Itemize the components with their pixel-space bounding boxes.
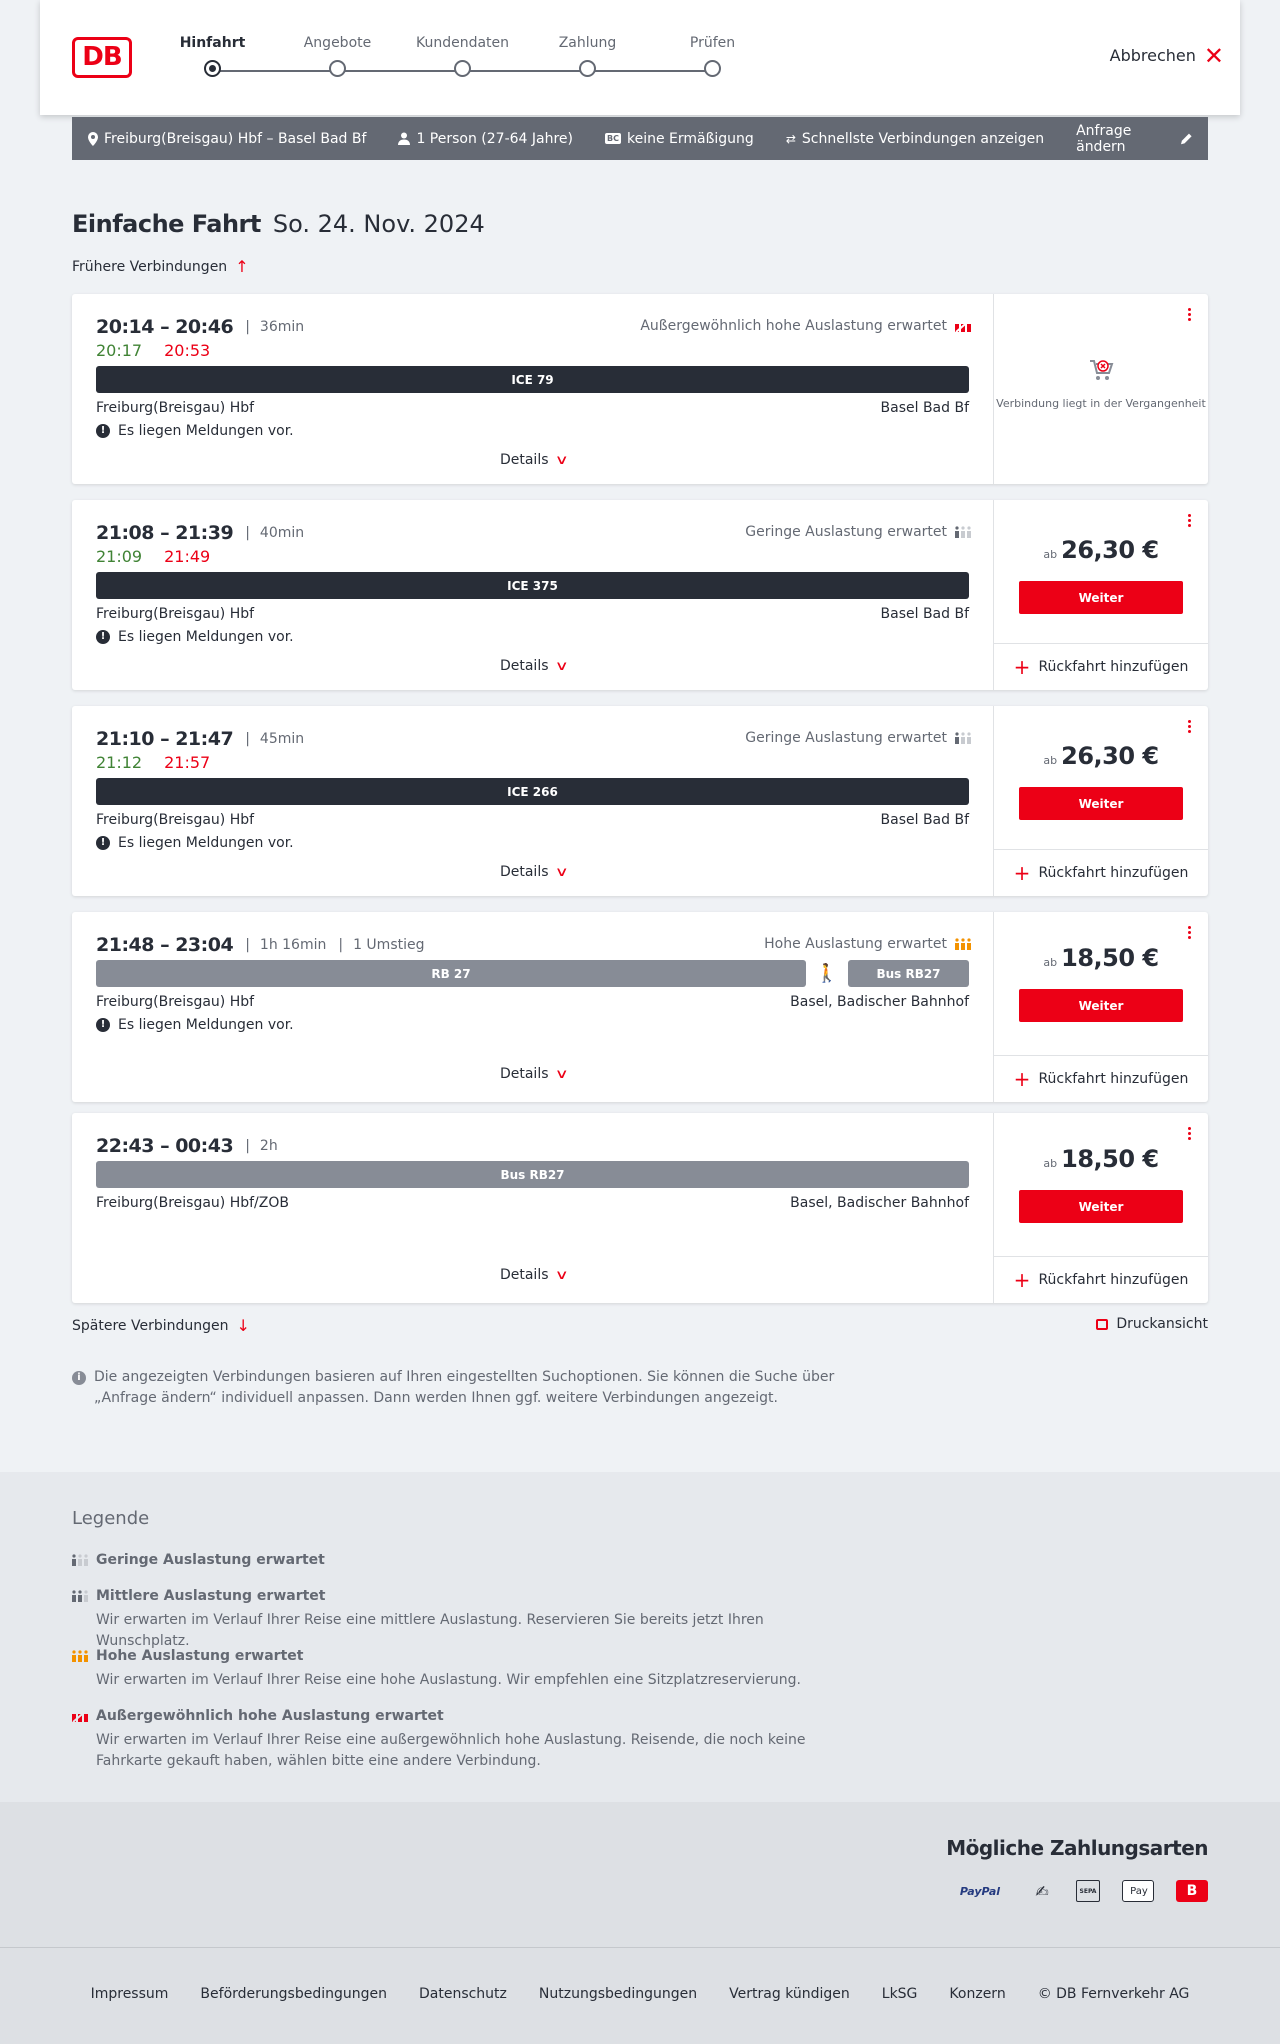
- details-label: Details: [499, 1066, 549, 1082]
- realtime-arrival: 21:49: [164, 547, 211, 566]
- occupancy-indicator: [745, 524, 971, 540]
- medium-occupancy-icon: [72, 1590, 88, 1602]
- occupancy-indicator: [745, 730, 971, 746]
- realtime-departure: 20:17: [96, 341, 143, 360]
- trip-type: Einfache Fahrt: [72, 210, 261, 238]
- location-pin-icon: [88, 132, 98, 146]
- stations: [96, 400, 969, 416]
- price: [994, 742, 1208, 770]
- connection-times: [96, 1135, 290, 1157]
- time-range: 22:43 – 00:43: [96, 1135, 234, 1157]
- fastest-text: Schnellste Verbindungen anzeigen: [801, 130, 1045, 147]
- arrow-up-icon: ↑: [235, 257, 249, 276]
- origin-station: Freiburg(Breisgau) Hbf: [96, 606, 255, 622]
- messages-notice: [96, 423, 294, 439]
- connection-times: [96, 522, 316, 544]
- add-return-label: Rückfahrt hinzufügen: [1038, 865, 1189, 881]
- discount-summary: [605, 131, 754, 147]
- price-panel: [994, 294, 1208, 484]
- price-prefix: ab: [1043, 1157, 1058, 1170]
- stations: [96, 994, 969, 1010]
- stations: [96, 1195, 969, 1211]
- duration: 40min: [259, 525, 305, 541]
- print-view-link[interactable]: [1096, 1316, 1208, 1332]
- train-segment[interactable]: ICE 375: [96, 572, 969, 599]
- step-label: Prüfen: [689, 35, 736, 51]
- journey-segments: [96, 572, 969, 599]
- step-zahlung: [525, 32, 650, 77]
- separator: |: [245, 525, 250, 541]
- continue-button[interactable]: Weiter: [1019, 787, 1183, 820]
- duration: 36min: [259, 319, 305, 335]
- page-title: [72, 210, 485, 238]
- time-range: 21:48 – 23:04: [96, 934, 234, 956]
- passenger-text: 1 Person (27-64 Jahre): [416, 130, 573, 147]
- price-prefix: ab: [1043, 754, 1058, 767]
- route-text: Freiburg(Breisgau) Hbf – Basel Bad Bf: [104, 130, 367, 147]
- train-segment[interactable]: ICE 266: [96, 778, 969, 805]
- separator: |: [338, 937, 344, 953]
- price-prefix: ab: [1043, 956, 1058, 969]
- details-label: Details: [499, 658, 549, 674]
- bus-segment[interactable]: Bus RB27: [848, 960, 969, 987]
- connection-card: [72, 912, 1208, 1102]
- footer-link-impressum[interactable]: Impressum: [90, 1986, 169, 2002]
- more-options-icon[interactable]: [1186, 1127, 1192, 1142]
- connection-info: [72, 706, 994, 896]
- past-notice: [994, 356, 1208, 412]
- details-toggle[interactable]: [72, 1066, 994, 1082]
- occupancy-indicator: [764, 936, 971, 952]
- connection-info: [72, 1113, 994, 1303]
- legend-item: [72, 1648, 872, 1691]
- past-text: Verbindung liegt in der Vergangenheit: [996, 397, 1206, 410]
- origin-station: Freiburg(Breisgau) Hbf/ZOB: [96, 1195, 289, 1211]
- add-return-button[interactable]: [994, 1256, 1208, 1303]
- origin-station: Freiburg(Breisgau) Hbf: [96, 812, 255, 828]
- bahncard-icon: BC: [607, 134, 619, 143]
- stations: [96, 606, 969, 622]
- destination-station: Basel, Badischer Bahnhof: [790, 994, 969, 1010]
- chevron-down-icon: ∨: [554, 864, 569, 880]
- journey-segments: [96, 1161, 969, 1188]
- payment-methods: [952, 1880, 1208, 1902]
- legend-item: [72, 1552, 872, 1568]
- price-panel: [994, 500, 1208, 690]
- messages-notice: [96, 835, 294, 851]
- footer-link-vertrag-kuendigen[interactable]: Vertrag kündigen: [729, 1986, 850, 2002]
- more-options-icon[interactable]: [1186, 308, 1192, 323]
- price-panel: [994, 912, 1208, 1102]
- print-label: Druckansicht: [1116, 1316, 1208, 1332]
- price: [994, 1145, 1208, 1173]
- earlier-connections-link[interactable]: [72, 257, 249, 276]
- occupancy-text: Außergewöhnlich hohe Auslastung erwartet: [640, 318, 947, 334]
- messages-text: Es liegen Meldungen vor.: [118, 423, 294, 439]
- origin-station: Freiburg(Breisgau) Hbf: [96, 400, 255, 416]
- time-range: 21:10 – 21:47: [96, 728, 234, 750]
- occupancy-text: Geringe Auslastung erwartet: [745, 730, 947, 746]
- time-range: 20:14 – 20:46: [96, 316, 234, 338]
- details-toggle[interactable]: [72, 1267, 994, 1283]
- legend-label: Geringe Auslastung erwartet: [96, 1552, 325, 1568]
- details-label: Details: [499, 1267, 549, 1283]
- duration: 2h: [259, 1138, 278, 1154]
- paypal-icon: PayPal: [959, 1884, 1001, 1898]
- cart-unavailable-icon: [1087, 356, 1115, 384]
- occupancy-text: Geringe Auslastung erwartet: [745, 524, 947, 540]
- low-occupancy-icon: [72, 1554, 88, 1566]
- occupancy-indicator: [640, 318, 971, 334]
- high-occupancy-icon: [72, 1650, 88, 1662]
- connection-info: [72, 294, 994, 484]
- info-icon: i: [72, 1371, 86, 1385]
- alert-icon: !: [96, 630, 110, 644]
- connection-card: [72, 294, 1208, 484]
- db-navigator-icon: B: [1176, 1880, 1208, 1902]
- sepa-icon: SEPA: [1076, 1880, 1100, 1902]
- legend-description: Wir erwarten im Verlauf Ihrer Reise eine hohe Auslastung. Wir empfehlen eine Sitzplatzreservierung.: [96, 1672, 801, 1688]
- trip-date: So. 24. Nov. 2024: [272, 210, 485, 238]
- price-panel: [994, 706, 1208, 896]
- pencil-icon: [1181, 132, 1193, 145]
- legend-label: Mittlere Auslastung erwartet: [96, 1588, 326, 1604]
- connection-card: [72, 1113, 1208, 1303]
- search-summary-bar: [72, 117, 1208, 160]
- chevron-down-icon: ∨: [554, 658, 569, 674]
- separator: |: [245, 319, 250, 335]
- legend-section: [0, 1472, 1280, 1802]
- realtime-departure: 21:09: [96, 547, 143, 566]
- footer-link-nutzungsbedingungen[interactable]: Nutzungsbedingungen: [538, 1986, 698, 2002]
- realtime-departure: 21:12: [96, 753, 143, 772]
- price-value: 26,30 €: [1061, 742, 1159, 770]
- add-return-label: Rückfahrt hinzufügen: [1038, 1071, 1189, 1087]
- info-text: Die angezeigten Verbindungen basieren auf Ihren eingestellten Suchoptionen. Sie können die Suche über „Anfrage ändern“ individuell anpassen. Dann werden Ihnen ggf. weitere Verbindungen angezeigt.: [94, 1369, 835, 1406]
- chevron-down-icon: ∨: [554, 452, 569, 468]
- discount-text: keine Ermäßigung: [626, 130, 754, 147]
- price-panel: [994, 1113, 1208, 1303]
- plus-icon: +: [1013, 655, 1031, 679]
- price-value: 18,50 €: [1061, 1145, 1159, 1173]
- details-toggle[interactable]: [72, 864, 994, 880]
- footer: [0, 1947, 1280, 2044]
- step-hinfahrt[interactable]: [150, 32, 275, 77]
- legend-item: [72, 1708, 872, 1772]
- footer-copyright: © DB Fernverkehr AG: [1037, 1986, 1190, 2002]
- realtime-times: [96, 753, 210, 772]
- cancel-label: Abbrechen: [1109, 46, 1196, 65]
- connection-info: [72, 500, 994, 690]
- destination-station: Basel Bad Bf: [880, 812, 969, 828]
- step-dot: [204, 60, 221, 77]
- footer-links: [0, 1986, 1280, 2002]
- price-prefix: ab: [1043, 548, 1058, 561]
- apple-pay-icon: [1122, 1880, 1154, 1902]
- signature-icon: ✍: [1035, 1881, 1049, 1901]
- details-label: Details: [499, 452, 549, 468]
- step-dot: [579, 60, 596, 77]
- occupancy-text: Hohe Auslastung erwartet: [764, 936, 947, 952]
- legend-description: Wir erwarten im Verlauf Ihrer Reise eine mittlere Auslastung. Reservieren Sie bereits jetzt Ihren Wunschplatz.: [96, 1612, 764, 1649]
- step-pruefen: [650, 32, 775, 77]
- step-dot: [704, 60, 721, 77]
- legend-label: Außergewöhnlich hohe Auslastung erwartet: [96, 1708, 444, 1724]
- connection-card: [72, 500, 1208, 690]
- edit-label: Anfrage ändern: [1076, 122, 1132, 155]
- add-return-button[interactable]: [994, 849, 1208, 896]
- footer-link-befoerderungsbedingungen[interactable]: Beförderungsbedingungen: [200, 1986, 387, 2002]
- add-return-button[interactable]: [994, 643, 1208, 690]
- route-summary: [88, 131, 366, 147]
- plus-icon: +: [1013, 1067, 1031, 1091]
- header: [40, 0, 1240, 115]
- bus-segment[interactable]: Bus RB27: [96, 1161, 969, 1188]
- chevron-down-icon: ∨: [554, 1267, 569, 1283]
- messages-text: Es liegen Meldungen vor.: [118, 835, 294, 851]
- step-label: Zahlung: [558, 35, 617, 51]
- realtime-arrival: 20:53: [164, 341, 211, 360]
- db-logo[interactable]: DB: [72, 37, 132, 78]
- footer-link-konzern[interactable]: Konzern: [949, 1986, 1006, 2002]
- footer-link-datenschutz[interactable]: Datenschutz: [418, 1986, 507, 2002]
- chevron-down-icon: ∨: [554, 1066, 569, 1082]
- step-dot: [454, 60, 471, 77]
- transfers: 1 Umstieg: [353, 937, 425, 953]
- destination-station: Basel, Badischer Bahnhof: [790, 1195, 969, 1211]
- walking-icon: 🚶: [815, 963, 839, 984]
- connection-times: [96, 316, 316, 338]
- connection-times: [96, 728, 316, 750]
- continue-button[interactable]: Weiter: [1019, 989, 1183, 1022]
- more-options-icon[interactable]: [1186, 720, 1192, 735]
- details-toggle[interactable]: [72, 452, 994, 468]
- messages-text: Es liegen Meldungen vor.: [118, 1017, 294, 1033]
- price: [994, 536, 1208, 564]
- step-label: Kundendaten: [415, 35, 510, 51]
- messages-text: Es liegen Meldungen vor.: [118, 629, 294, 645]
- legend-item: [72, 1588, 872, 1652]
- destination-station: Basel Bad Bf: [880, 606, 969, 622]
- train-segment[interactable]: ICE 79: [96, 366, 969, 393]
- details-toggle[interactable]: [72, 658, 994, 674]
- footer-link-lksg[interactable]: LkSG: [881, 1986, 918, 2002]
- extreme-occupancy-icon: [72, 1710, 88, 1722]
- stations: [96, 812, 969, 828]
- messages-notice: [96, 629, 294, 645]
- edit-request-button[interactable]: [1076, 123, 1192, 155]
- duration: 1h 16min: [259, 937, 327, 953]
- low-occupancy-icon: [955, 732, 971, 744]
- swap-arrows-icon: ⇄: [785, 131, 796, 146]
- step-dot: [329, 60, 346, 77]
- close-icon: ✕: [1203, 41, 1224, 70]
- separator: |: [245, 1138, 250, 1154]
- fastest-summary: [786, 131, 1044, 147]
- separator: |: [245, 937, 250, 953]
- plus-icon: +: [1013, 1268, 1031, 1292]
- later-connections-link[interactable]: [72, 1316, 250, 1335]
- step-angebote: [275, 32, 400, 77]
- legend-title: Legende: [72, 1508, 150, 1529]
- details-label: Details: [499, 864, 549, 880]
- apple-pay-label: Pay: [1130, 1885, 1148, 1897]
- printer-icon: [1096, 1319, 1108, 1330]
- journey-segments: [96, 960, 969, 987]
- realtime-times: [96, 341, 210, 360]
- journey-segments: [96, 778, 969, 805]
- earlier-label: Frühere Verbindungen: [72, 258, 228, 275]
- continue-button[interactable]: Weiter: [1019, 581, 1183, 614]
- alert-icon: !: [96, 836, 110, 850]
- step-kundendaten: [400, 32, 525, 77]
- realtime-arrival: 21:57: [164, 753, 211, 772]
- step-label: Hinfahrt: [179, 35, 246, 51]
- info-note: [72, 1367, 862, 1409]
- duration: 45min: [259, 731, 305, 747]
- train-segment[interactable]: RB 27: [96, 960, 806, 987]
- price: [994, 944, 1208, 972]
- continue-button[interactable]: Weiter: [1019, 1190, 1183, 1223]
- add-return-label: Rückfahrt hinzufügen: [1038, 659, 1189, 675]
- alert-icon: !: [96, 424, 110, 438]
- price-value: 26,30 €: [1061, 536, 1159, 564]
- cancel-button[interactable]: [1109, 41, 1224, 70]
- plus-icon: +: [1013, 861, 1031, 885]
- realtime-times: [96, 547, 210, 566]
- add-return-label: Rückfahrt hinzufügen: [1038, 1272, 1189, 1288]
- separator: |: [245, 731, 250, 747]
- price-value: 18,50 €: [1061, 944, 1159, 972]
- low-occupancy-icon: [955, 526, 971, 538]
- more-options-icon[interactable]: [1186, 514, 1192, 529]
- add-return-button[interactable]: [994, 1055, 1208, 1102]
- later-label: Spätere Verbindungen: [72, 1317, 229, 1334]
- legend-description: Wir erwarten im Verlauf Ihrer Reise eine außergewöhnlich hohe Auslastung. Reisende, die noch keine Fahrkarte gekauft haben, wählen bitte eine andere Verbindung.: [96, 1732, 806, 1769]
- legend-label: Hohe Auslastung erwartet: [96, 1648, 304, 1664]
- step-label: Angebote: [303, 35, 372, 51]
- destination-station: Basel Bad Bf: [880, 400, 969, 416]
- origin-station: Freiburg(Breisgau) Hbf: [96, 994, 255, 1010]
- high-occupancy-icon: [955, 938, 971, 950]
- payment-section: [0, 1802, 1280, 1947]
- payment-title: Mögliche Zahlungsarten: [946, 1836, 1208, 1860]
- connection-info: [72, 912, 994, 1102]
- arrow-down-icon: ↓: [236, 1316, 250, 1335]
- passenger-summary: [398, 131, 573, 147]
- connection-times: [96, 934, 437, 956]
- messages-notice: [96, 1017, 294, 1033]
- progress-stepper: [179, 32, 736, 82]
- alert-icon: !: [96, 1018, 110, 1032]
- extreme-occupancy-icon: [955, 320, 971, 332]
- person-icon: [398, 132, 410, 145]
- connection-card: [72, 706, 1208, 896]
- more-options-icon[interactable]: [1186, 926, 1192, 941]
- journey-segments: [96, 366, 969, 393]
- time-range: 21:08 – 21:39: [96, 522, 234, 544]
